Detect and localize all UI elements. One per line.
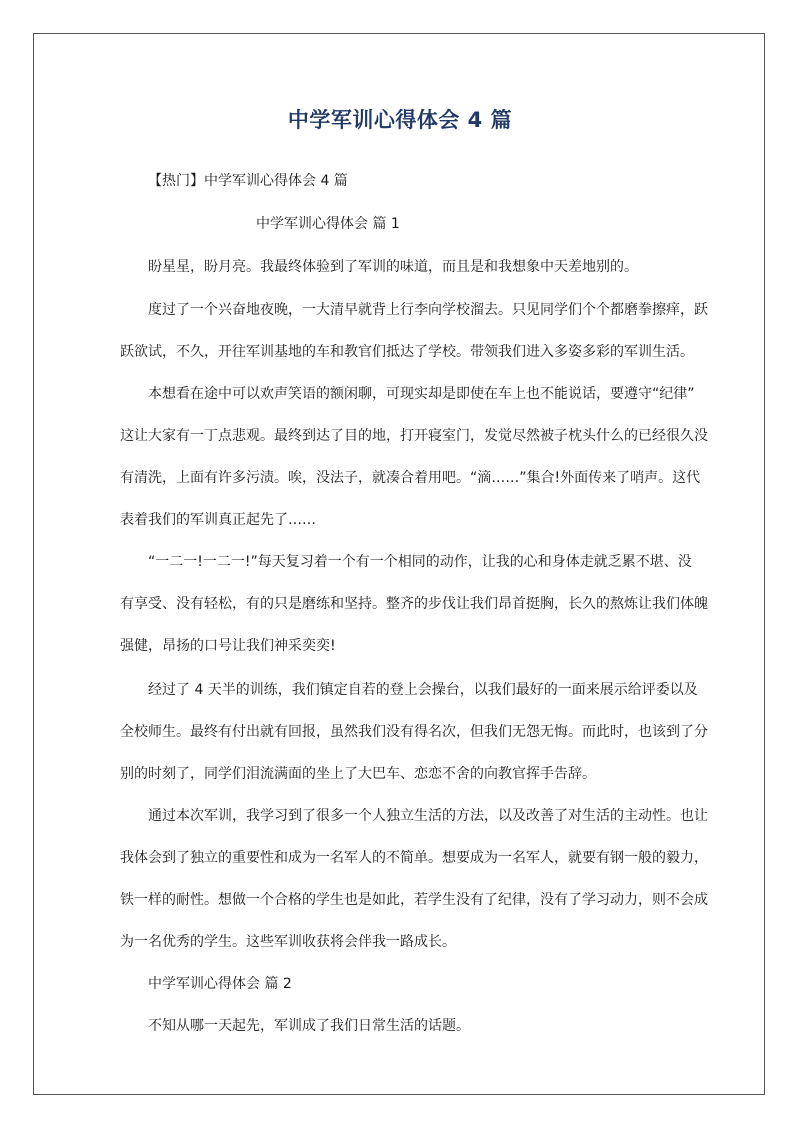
text-line: 盼星星，盼月亮。我最终体验到了军训的味道，而且是和我想象中天差地别的。	[148, 259, 638, 275]
text-line: 本想看在途中可以欢声笑语的额闲聊，可现实却是即使在车上也不能说话，要遵守“纪律”	[148, 386, 695, 402]
text-line: 我体会到了独立的重要性和成为一名军人的不简单。想要成为一名军人，就要有钢一般的毅力，	[120, 850, 708, 866]
text-line: 通过本次军训，我学习到了很多一个人独立生活的方法，以及改善了对生活的主动性。也让	[148, 808, 708, 824]
text-line: 为一名优秀的学生。这些军训收获将会伴我一路成长。	[120, 934, 456, 950]
document-title: 中学军训心得体会 4 篇	[287, 108, 513, 132]
text-line: 表着我们的军训真正起先了……	[120, 512, 316, 528]
text-line: 有享受、没有轻松，有的只是磨练和坚持。整齐的步伐让我们昂首挺胸，长久的熬炼让我们体魄	[120, 596, 708, 612]
text-line: 度过了一个兴奋地夜晚，一大清早就背上行李向学校溜去。只见同学们个个都磨拳擦痒，跃	[148, 302, 708, 318]
text-line: “一二一!一二一!”每天复习着一个有一个相同的动作，让我的心和身体走就乏累不堪、没	[148, 554, 692, 570]
text-line: 全校师生。最终有付出就有回报，虽然我们没有得名次，但我们无怨无悔。而此时，也该到了分	[120, 724, 708, 740]
text-line: 经过了 4 天半的训练，我们镇定自若的登上会操台，以我们最好的一面来展示给评委以及	[148, 682, 698, 698]
text-line: 跃欲试，不久，开往军训基地的车和教官们抵达了学校。带领我们进入多姿多彩的军训生活。	[120, 344, 694, 360]
text-line: 这让大家有一丁点悲观。最终到达了目的地，打开寝室门，发觉尽然被子枕头什么的已经很久没	[120, 428, 708, 444]
text-line: 强健，昂扬的口号让我们神采奕奕!	[120, 638, 336, 654]
text-line: 有清洗，上面有许多污渍。唉，没法子，就凑合着用吧。“滴……”集合!外面传来了哨声。这代	[120, 470, 701, 486]
document-subtitle: 【热门】中学军训心得体会 4 篇	[148, 173, 348, 189]
section-2-heading: 中学军训心得体会 篇 2	[148, 976, 292, 992]
text-line: 铁一样的耐性。想做一个合格的学生也是如此，若学生没有了纪律，没有了学习动力，则不会成	[120, 892, 708, 908]
text-line: 别的时刻了，同学们泪流满面的坐上了大巴车、恋恋不舍的向教官挥手告辞。	[120, 766, 596, 782]
text-line: 不知从哪一天起先，军训成了我们日常生活的话题。	[148, 1018, 470, 1034]
section-1-heading: 中学军训心得体会 篇 1	[256, 216, 400, 232]
